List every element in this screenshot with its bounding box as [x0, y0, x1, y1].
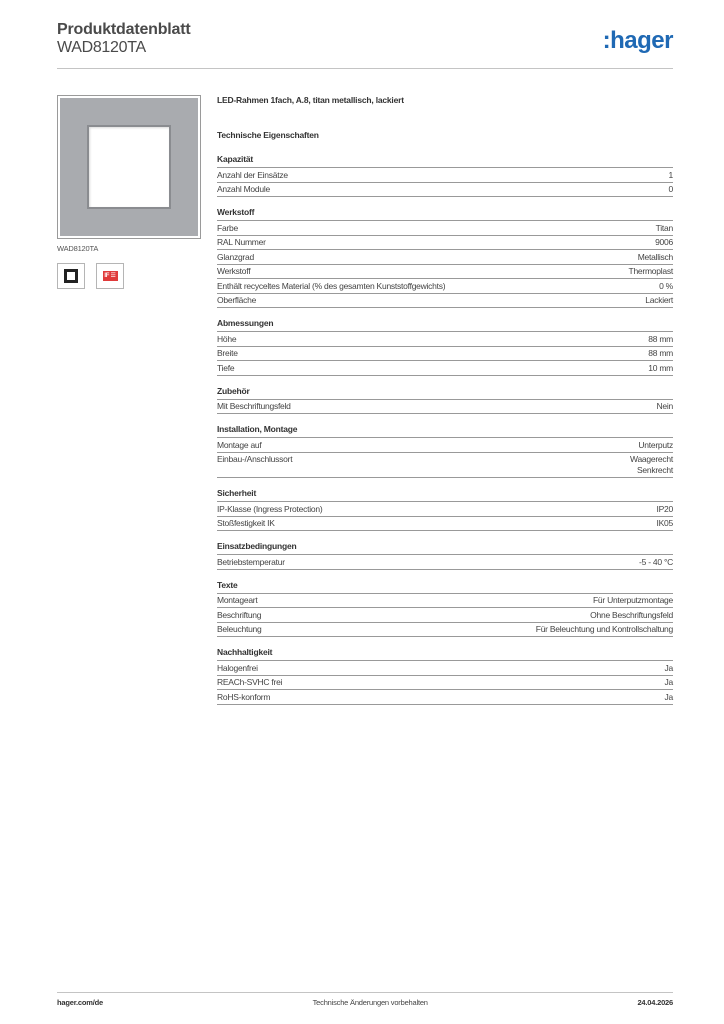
frame-plate: [60, 98, 198, 236]
spec-row: [217, 183, 673, 198]
section-title: Kapazität: [217, 154, 673, 168]
spec-row: [217, 676, 673, 691]
spec-label: Farbe: [217, 222, 238, 233]
spec-label: Montage auf: [217, 439, 262, 450]
spec-row: [217, 400, 673, 415]
spec-label: Oberfläche: [217, 295, 257, 305]
spec-row: [217, 438, 673, 453]
spec-label: Glanzgrad: [217, 251, 254, 262]
spec-value: 88 mm: [648, 333, 673, 344]
section-title: Sicherheit: [217, 488, 673, 502]
spec-value: Ja: [664, 677, 673, 687]
badge-row: [57, 263, 201, 289]
section-title: Zubehör: [217, 386, 673, 400]
spec-section: [217, 580, 673, 638]
spec-label: Anzahl der Einsätze: [217, 169, 288, 180]
spec-label: IP-Klasse (Ingress Protection): [217, 503, 323, 514]
spec-row: [217, 347, 673, 362]
spec-row: [217, 502, 673, 517]
spec-label: Anzahl Module: [217, 184, 270, 194]
spec-value: 0: [668, 184, 673, 194]
spec-section: [217, 647, 673, 705]
spec-value: IK05: [656, 518, 673, 528]
section-title: Texte: [217, 580, 673, 594]
spec-value: Metallisch: [637, 251, 673, 262]
spec-label: Beleuchtung: [217, 624, 262, 634]
spec-label: Betriebstemperatur: [217, 556, 285, 567]
spec-section: [217, 424, 673, 478]
spec-value: Ja: [664, 662, 673, 673]
spec-section: [217, 318, 673, 376]
spec-label: Stoßfestigkeit IK: [217, 518, 275, 528]
spec-label: RAL Nummer: [217, 237, 266, 247]
section-title: Installation, Montage: [217, 424, 673, 438]
frame-icon: [64, 269, 78, 283]
spec-row: [217, 623, 673, 638]
spec-value: Für Unterputzmontage: [592, 595, 673, 605]
spec-value: Titan: [655, 222, 673, 233]
spec-label: Höhe: [217, 333, 237, 344]
spec-value: Lackiert: [645, 295, 673, 305]
section-title: Werkstoff: [217, 207, 673, 221]
spec-row: [217, 690, 673, 705]
spec-section: [217, 154, 673, 197]
footer-website: hager.com/de: [57, 998, 103, 1007]
spec-section: [217, 386, 673, 415]
spec-row: [217, 236, 673, 251]
document-title: Produktdatenblatt: [57, 21, 191, 38]
spec-label: RoHS-konform: [217, 691, 271, 702]
section-title: Abmessungen: [217, 318, 673, 332]
section-title: Nachhaltigkeit: [217, 647, 673, 661]
tech-properties-title: Technische Eigenschaften: [217, 130, 319, 140]
spec-section: [217, 488, 673, 531]
spec-row: [217, 453, 673, 479]
spec-row: [217, 250, 673, 265]
spec-label: Tiefe: [217, 362, 235, 373]
footer-date: 24.04.2026: [637, 998, 673, 1007]
spec-section: [217, 207, 673, 308]
spec-row: [217, 608, 673, 623]
footer-notice: Technische Änderungen vorbehalten: [312, 998, 428, 1007]
section-title: Einsatzbedingungen: [217, 541, 673, 555]
page-header: [57, 21, 673, 69]
spec-label: Breite: [217, 348, 238, 358]
spec-value: Für Beleuchtung und Kontrollschaltung: [535, 624, 673, 634]
spec-row: [217, 361, 673, 376]
spec-value: 88 mm: [648, 348, 673, 358]
product-description: LED-Rahmen 1fach, A.8, titan metallisch, lackiert: [217, 95, 404, 105]
spec-value: 9006: [655, 237, 673, 247]
spec-label: Mit Beschriftungsfeld: [217, 401, 291, 411]
spec-label: Halogenfrei: [217, 662, 258, 673]
spec-value: Thermoplast: [628, 266, 673, 276]
spec-label: Enthält recyceltes Material (% des gesamten Kunststoffgewichts): [217, 280, 446, 291]
spec-sections: [217, 154, 673, 705]
spec-value: 0 %: [659, 280, 673, 291]
spec-row: [217, 221, 673, 236]
frame-opening: [87, 125, 171, 209]
spec-label: Werkstoff: [217, 266, 251, 276]
spec-value: 1: [668, 169, 673, 180]
spec-value: 10 mm: [648, 362, 673, 373]
rf-icon: IF ☰: [104, 273, 116, 279]
spec-section: [217, 541, 673, 570]
product-media: [57, 95, 201, 289]
hager-logo: :hager: [602, 27, 673, 54]
spec-value: IP20: [656, 503, 673, 514]
spec-value: Unterputz: [638, 439, 673, 450]
spec-row: [217, 265, 673, 280]
product-image: [57, 95, 201, 239]
spec-label: REACh-SVHC frei: [217, 677, 283, 687]
spec-value: Nein: [656, 401, 673, 411]
spec-row: [217, 279, 673, 294]
rf-badge: [96, 263, 124, 289]
page-footer: [57, 992, 673, 1007]
spec-label: Einbau-/Anschlussort: [217, 454, 293, 464]
spec-row: [217, 294, 673, 309]
spec-value: -5 - 40 °C: [639, 556, 673, 567]
specifications: [217, 95, 673, 715]
spec-value: Waagerecht Senkrecht: [629, 454, 673, 475]
spec-row: [217, 555, 673, 570]
spec-label: Beschriftung: [217, 609, 262, 620]
spec-row: [217, 517, 673, 532]
image-caption: WAD8120TA: [57, 244, 99, 253]
spec-row: [217, 594, 673, 609]
spec-value: Ohne Beschriftungsfeld: [590, 609, 673, 620]
article-number: WAD8120TA: [57, 39, 146, 56]
spec-row: [217, 332, 673, 347]
spec-label: Montageart: [217, 595, 258, 605]
spec-row: [217, 661, 673, 676]
frame-badge: [57, 263, 85, 289]
spec-row: [217, 168, 673, 183]
spec-value: Ja: [664, 691, 673, 702]
